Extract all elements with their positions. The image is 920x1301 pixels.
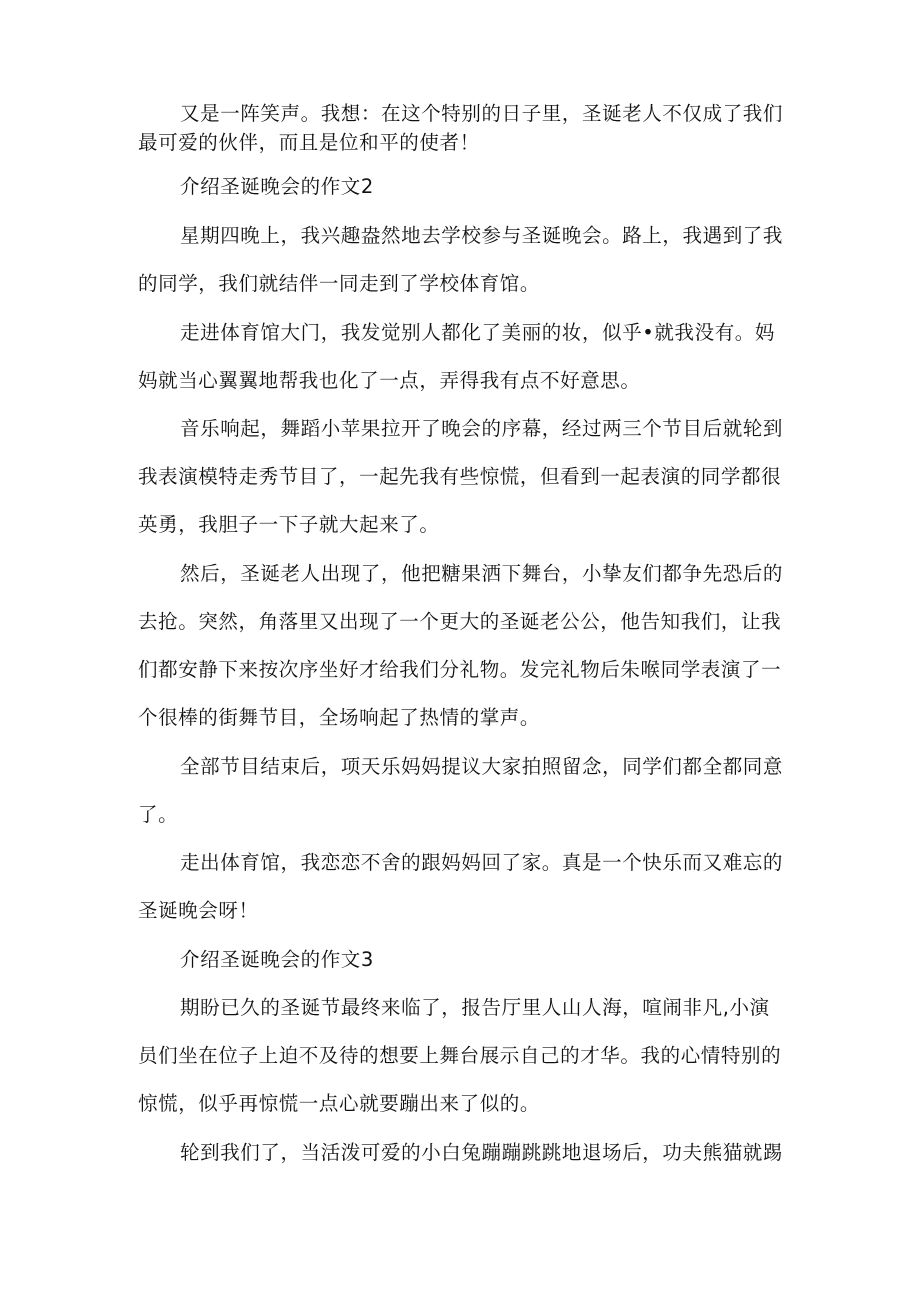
text-line: 惊慌，似乎再惊慌一点心就要蹦出来了似的。 [138,1092,541,1115]
text-line: 英勇，我胆子一下子就大起来了。 [138,513,440,536]
text-line: 轮到我们了，当活泼可爱的小白兔蹦蹦跳跳地退场后，功夫熊猫就踢 [180,1141,784,1164]
text-line: 又是一阵笑声。我想：在这个特别的日子里，圣诞老人不仅成了我们 [180,102,784,125]
text-line: 们都安静下来按次序坐好才给我们分礼物。发完礼物后朱喉同学表演了一 [138,658,782,681]
section-heading: 介绍圣诞晚会的作文2 [180,175,374,198]
text-line: 全部节目结束后，项天乐妈妈提议大家拍照留念，同学们都全都同意 [180,755,784,778]
text-line: 妈就当心翼翼地帮我也化了一点，弄得我有点不好意思。 [138,369,641,392]
text-line: 期盼已久的圣诞节最终来临了，报告厅里人山人海，喧闹非凡,小演 [180,996,770,1019]
text-line: 音乐响起，舞蹈小苹果拉开了晚会的序幕，经过两三个节目后就轮到 [180,417,784,440]
section-heading: 介绍圣诞晚会的作文3 [180,948,374,971]
text-line: 走出体育馆，我恋恋不舍的跟妈妈回了家。真是一个快乐而又难忘的 [180,851,784,874]
text-line: 走进体育馆大门，我发觉别人都化了美丽的妆，似乎•就我没有。妈 [180,321,776,344]
text-line: 的同学，我们就结伴一同走到了学校体育馆。 [138,272,541,295]
text-line: 了。 [138,803,179,826]
text-line: 星期四晚上，我兴趣盎然地去学校参与圣诞晚会。路上，我遇到了我 [180,224,784,247]
text-line: 最可爱的伙伴，而且是位和平的使者！ [138,131,480,154]
text-line: 个很棒的街舞节目，全场响起了热情的掌声。 [138,706,541,729]
text-line: 然后，圣诞老人出现了，他把糖果洒下舞台，小挚友们都争先恐后的 [180,562,784,585]
text-line: 我表演模特走秀节目了，一起先我有些惊慌，但看到一起表演的同学都很 [138,465,782,488]
text-line: 员们坐在位子上迫不及待的想要上舞台展示自己的才华。我的心情特别的 [138,1044,782,1067]
text-line: 圣诞晚会呀！ [138,899,259,922]
text-line: 去抢。突然，角落里又出现了一个更大的圣诞老公公，他告知我们，让我 [138,610,782,633]
